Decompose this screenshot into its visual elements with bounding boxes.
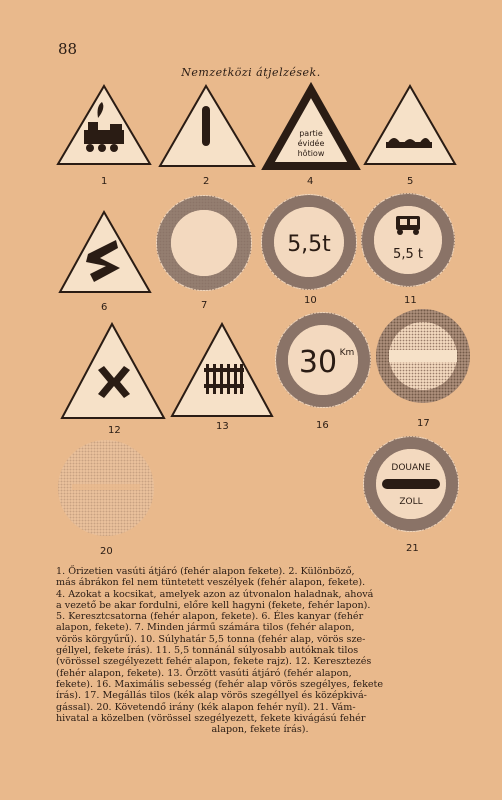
page-number: 88 (58, 40, 78, 58)
sign-7-no-vehicles (156, 195, 252, 291)
sign-11-truck-limit (361, 193, 455, 287)
sign-10-weight-limit (261, 194, 357, 290)
sign-11-text: 5,5 t (393, 247, 423, 262)
sign-6-sharp-bend (60, 212, 150, 292)
sign-number: 5 (407, 176, 414, 187)
caption-line: más ábrákon fel nem tüntetett veszélyek (fehér alapon, fekete). (56, 577, 366, 589)
sign-13-guarded-crossing (172, 324, 272, 416)
sign-number: 1 (101, 176, 108, 187)
sign-16-speed-limit (275, 312, 371, 408)
caption-line: gással). 20. Követendő irány (kék alapon fehér nyíl). 21. Vám- (56, 701, 356, 713)
sign-20-mandatory-direction (58, 440, 154, 536)
sign-12-crossroads (62, 324, 164, 418)
caption-line: vörös körgyűrű). 10. Súlyhatár 5,5 tonna (fehér alap, vörös sze- (56, 633, 366, 645)
sign-16-unit: Km (339, 348, 355, 358)
caption-line: alapon, fekete írás). (211, 724, 309, 736)
sign-21-text-2: ZOLL (399, 497, 423, 507)
caption-line: a vezető be akar fordulni, előre kell hagyni (fekete, fehér lapon). (56, 599, 371, 611)
sign-2-other-danger (160, 86, 254, 166)
sign-number: 4 (307, 176, 314, 187)
caption-line: írás). 17. Megállás tilos (kék alap vörös szegéllyel és középkivá- (56, 690, 367, 702)
sign-legend-caption (56, 566, 464, 735)
running-head: Nemzetközi átjelzések. (181, 66, 321, 79)
sign-number: 12 (108, 425, 121, 436)
sign-number: 10 (304, 295, 317, 306)
sign-number: 11 (404, 295, 417, 306)
sign-1-railway-crossing (58, 86, 150, 164)
sign-17-no-stopping (376, 309, 470, 403)
caption-line: fekete). 16. Maximális sebesség (fehér alap vörös szegélyes, fekete (56, 678, 384, 690)
caption-line: hivatal a közelben (vörössel szegélyezett, fekete kivágású fehér (56, 712, 366, 724)
caption-line: alapon, fekete). 7. Minden jármű számára tilos (fehér alapon, (56, 622, 355, 634)
sign-21-text-1: DOUANE (391, 463, 431, 473)
sign-number: 6 (101, 302, 108, 313)
sign-4-text-3: hôtiow (297, 149, 325, 158)
sign-number: 13 (216, 421, 229, 432)
sign-4-text-2: évidée (297, 139, 325, 148)
sign-16-text: 30 (298, 345, 338, 380)
sign-number: 2 (203, 176, 210, 187)
sign-number: 16 (316, 420, 329, 431)
sign-number: 17 (417, 418, 430, 429)
caption-line: (fehér alapon, fekete). 13. Őrzött vasúti átjáró (fehér alapon, (56, 667, 352, 679)
caption-line: 4. Azokat a kocsikat, amelyek azon az útvonalon haladnak, ahová (56, 588, 374, 600)
caption-line: (vörössel szegélyezett fehér alapon, fekete rajz). 12. Keresztezés (56, 656, 372, 668)
sign-number: 20 (100, 546, 113, 557)
sign-4-text-1: partie (299, 129, 323, 138)
sign-10-text: 5,5t (287, 232, 331, 257)
caption-line: 5. Keresztcsatorna (fehér alapon, fekete). 6. Éles kanyar (fehér (56, 611, 364, 623)
sign-4-partie-evidee (268, 90, 354, 166)
sign-21-customs (363, 436, 459, 532)
caption-line: 1. Őrizetien vasúti átjáró (fehér alapon fekete). 2. Különböző, (56, 566, 355, 577)
sign-number: 7 (201, 300, 208, 311)
caption-line: géllyel, fekete írás). 11. 5,5 tonnánál súlyosabb autóknak tilos (56, 645, 359, 657)
sign-number: 21 (406, 543, 419, 554)
sign-5-bump (365, 86, 455, 164)
